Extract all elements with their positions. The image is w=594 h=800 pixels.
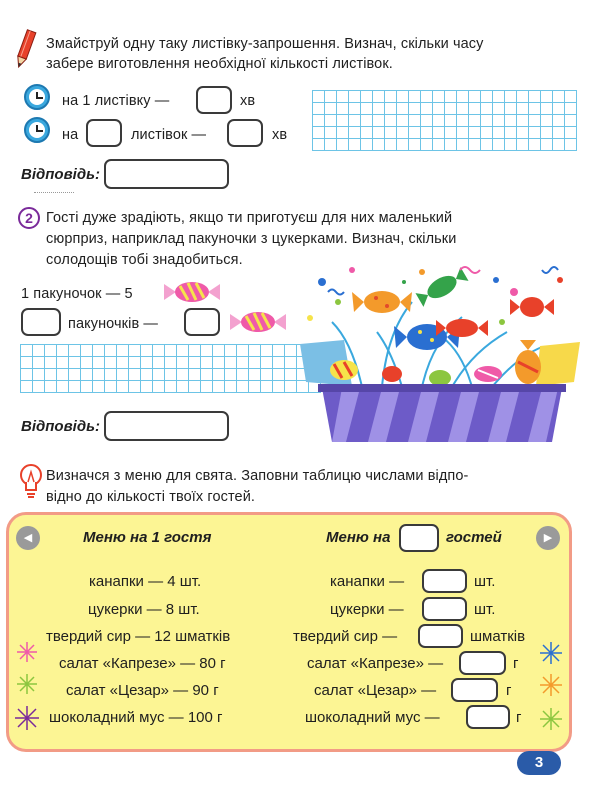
task1-text-line2: забере виготовлення необхідної кількості листівок. bbox=[46, 56, 393, 72]
task3-text-line1: Визначся з меню для свята. Заповни таблицю числами відпо- bbox=[46, 468, 469, 484]
task2-text-line3: солодощів тобі знадобиться. bbox=[46, 252, 243, 268]
firework-decoration bbox=[534, 640, 568, 740]
task2-number-badge: 2 bbox=[18, 207, 40, 229]
menu-right-value-box[interactable] bbox=[459, 651, 506, 675]
task1-row2-minutes-box[interactable] bbox=[227, 119, 263, 147]
arrow-right-icon: ▶ bbox=[536, 526, 560, 550]
menu-left-title: Меню на 1 гостя bbox=[83, 529, 212, 546]
menu-right-value-box[interactable] bbox=[422, 569, 467, 593]
clock-icon bbox=[24, 84, 50, 110]
menu-left-row: твердий сир — 12 шматків bbox=[46, 628, 231, 645]
menu-left-row: салат «Капрезе» — 80 г bbox=[59, 655, 226, 672]
menu-right-row-name: канапки — bbox=[330, 573, 405, 590]
task3-text-line2: відно до кількості твоїх гостей. bbox=[46, 489, 256, 505]
task1-row1-minutes-box[interactable] bbox=[196, 86, 232, 114]
task2-row2-suffix: пакуночків — bbox=[68, 316, 158, 332]
menu-right-row-unit: шматків bbox=[470, 628, 526, 645]
task2-answer-box[interactable] bbox=[104, 411, 229, 441]
menu-right-title-prefix: Меню на bbox=[326, 529, 391, 546]
menu-right-row-name: твердий сир — bbox=[293, 628, 398, 645]
arrow-left-icon: ◀ bbox=[16, 526, 40, 550]
task1-row2-middle: листівок — bbox=[131, 127, 207, 143]
menu-right-row-name: шоколадний мус — bbox=[305, 709, 440, 726]
menu-right-row-unit: шт. bbox=[474, 573, 496, 590]
menu-right-value-box[interactable] bbox=[466, 705, 510, 729]
menu-right-row-unit: шт. bbox=[474, 601, 496, 618]
task1-answer-box[interactable] bbox=[104, 159, 229, 189]
task2-work-grid[interactable] bbox=[20, 344, 321, 393]
menu-left-row: цукерки — 8 шт. bbox=[88, 601, 200, 618]
menu-guests-count-box[interactable] bbox=[399, 524, 439, 552]
menu-right-value-box[interactable] bbox=[451, 678, 498, 702]
pencil-icon bbox=[12, 26, 38, 70]
task2-packages-count-box[interactable] bbox=[21, 308, 61, 336]
task2-text-line1: Гості дуже зрадіють, якщо ти приготуєш для них маленький bbox=[46, 210, 453, 226]
menu-right-row-name: салат «Капрезе» — bbox=[307, 655, 444, 672]
menu-right-title-suffix: гостей bbox=[446, 529, 502, 546]
task1-row1-prefix: на 1 листівку — bbox=[62, 93, 170, 109]
task1-answer-label: Відповідь: bbox=[21, 166, 100, 183]
menu-left-row: салат «Цезар» — 90 г bbox=[66, 682, 219, 699]
menu-right-value-box[interactable] bbox=[418, 624, 463, 648]
task1-cards-count-box[interactable] bbox=[86, 119, 122, 147]
task1-work-grid[interactable] bbox=[312, 90, 577, 151]
task2-text-line2: сюрприз, наприклад пакуночки з цукерками. Визнач, скільки bbox=[46, 231, 457, 247]
candy-icon bbox=[228, 308, 288, 336]
menu-left-row: канапки — 4 шт. bbox=[89, 573, 202, 590]
task1-row2-unit: хв bbox=[272, 127, 288, 143]
task2-row1: 1 пакуночок — 5 bbox=[21, 286, 133, 302]
task1-row2-prefix: на bbox=[62, 127, 79, 143]
menu-right-row-name: цукерки — bbox=[330, 601, 404, 618]
menu-right-row-unit: г bbox=[506, 682, 512, 699]
menu-right-row-unit: г bbox=[513, 655, 519, 672]
candy-icon bbox=[162, 278, 222, 306]
lightbulb-icon bbox=[18, 462, 44, 502]
candy-basket-illustration bbox=[292, 262, 588, 446]
firework-decoration bbox=[10, 640, 44, 740]
task2-sweets-count-box[interactable] bbox=[184, 308, 220, 336]
menu-right-value-box[interactable] bbox=[422, 597, 467, 621]
menu-right-row-unit: г bbox=[516, 709, 522, 726]
page-number-badge: 3 bbox=[517, 751, 561, 775]
menu-right-row-name: салат «Цезар» — bbox=[314, 682, 437, 699]
task1-text-line1: Змайструй одну таку листівку-запрошення. Визнач, скільки часу bbox=[46, 36, 484, 52]
menu-left-row: шоколадний мус — 100 г bbox=[49, 709, 223, 726]
clock-icon bbox=[24, 117, 50, 143]
divider-line bbox=[34, 192, 74, 193]
task2-answer-label: Відповідь: bbox=[21, 418, 100, 435]
task1-row1-unit: хв bbox=[240, 93, 256, 109]
